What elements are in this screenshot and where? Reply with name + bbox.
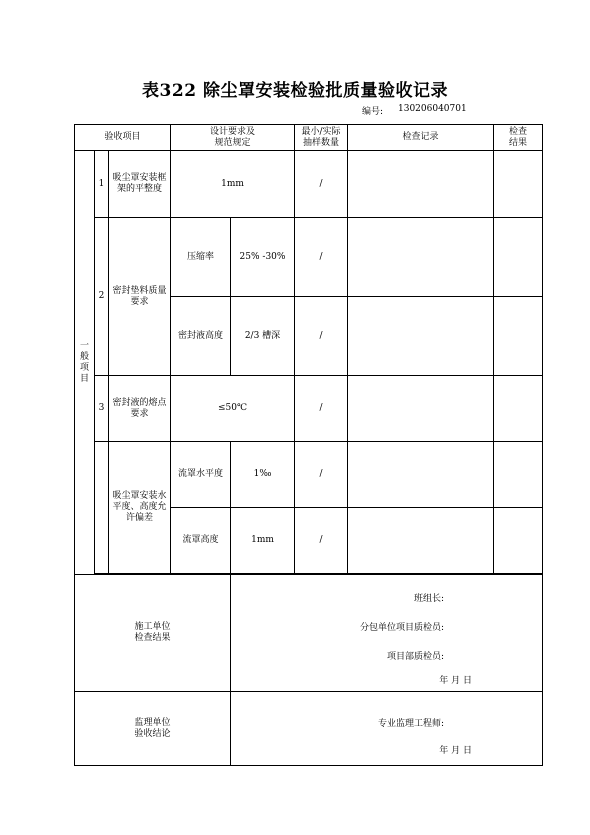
col-header-sample-qty: 最小/实际 抽样数量 xyxy=(295,125,348,151)
item-record-cell[interactable] xyxy=(348,218,494,297)
col-header-design-req: 设计要求及 规范规定 xyxy=(171,125,295,151)
sub-item-name: 流罩水平度 xyxy=(171,442,231,508)
table-row xyxy=(75,151,543,218)
item-result-cell[interactable] xyxy=(494,376,543,442)
item-requirement: 1mm xyxy=(171,151,295,218)
item-number: 3 xyxy=(95,376,109,442)
item-result-cell[interactable] xyxy=(494,297,543,376)
sub-item-requirement: 2/3 槽深 xyxy=(231,297,295,376)
item-name: 密封垫料质量 要求 xyxy=(109,218,171,376)
sub-item-requirement: 25% -30% xyxy=(231,218,295,297)
item-record-cell[interactable] xyxy=(348,442,494,508)
table-row xyxy=(75,376,543,442)
sub-item-requirement: 1‰ xyxy=(231,442,295,508)
col-header-result: 检查 结果 xyxy=(494,125,543,151)
sub-inspector-label: 分包单位项目质检员: xyxy=(359,623,445,633)
construction-date: 年 月 日 xyxy=(439,676,473,686)
supervising-engineer-label: 专业监理工程师: xyxy=(377,719,445,729)
item-number: 1 xyxy=(95,151,109,218)
item-name: 吸尘罩安装水 平度、高度允 许偏差 xyxy=(109,442,171,574)
sub-item-requirement: 1mm xyxy=(231,508,295,574)
col-header-item: 验收项目 xyxy=(75,125,171,151)
item-result-cell[interactable] xyxy=(494,442,543,508)
item-record-cell[interactable] xyxy=(348,297,494,376)
sub-item-name: 密封液高度 xyxy=(171,297,231,376)
item-name: 密封液的熔点 要求 xyxy=(109,376,171,442)
item-result-cell[interactable] xyxy=(494,508,543,574)
item-record-cell[interactable] xyxy=(348,151,494,218)
table-row xyxy=(75,442,543,508)
item-requirement: ≤50℃ xyxy=(171,376,295,442)
serial-label: 编号: xyxy=(362,107,384,117)
item-sample-qty: / xyxy=(295,218,348,297)
group-label-general: 一 般 项 目 xyxy=(75,151,95,575)
item-record-cell[interactable] xyxy=(348,376,494,442)
item-result-cell[interactable] xyxy=(494,218,543,297)
item-sample-qty: / xyxy=(295,376,348,442)
sub-item-name: 压缩率 xyxy=(171,218,231,297)
item-sample-qty: / xyxy=(295,442,348,508)
supervision-signature-area[interactable] xyxy=(231,692,543,766)
col-header-record: 检查记录 xyxy=(348,125,494,151)
supervision-date: 年 月 日 xyxy=(439,746,473,756)
inspection-table xyxy=(74,124,543,766)
construction-label: 施工单位 检查结果 xyxy=(75,575,231,692)
header-row xyxy=(75,125,543,151)
construction-row xyxy=(75,575,543,692)
item-sample-qty: / xyxy=(295,151,348,218)
item-result-cell[interactable] xyxy=(494,151,543,218)
item-number: 2 xyxy=(95,218,109,376)
item-number xyxy=(95,442,109,574)
item-sample-qty: / xyxy=(295,508,348,574)
dept-inspector-label: 项目部质检员: xyxy=(386,652,445,662)
sub-item-name: 流罩高度 xyxy=(171,508,231,574)
construction-signature-area[interactable] xyxy=(231,575,543,692)
form-title: 表322 除尘罩安装检验批质量验收记录 xyxy=(142,81,448,101)
supervision-label: 监理单位 验收结论 xyxy=(75,692,231,766)
item-sample-qty: / xyxy=(295,297,348,376)
team-leader-label: 班组长: xyxy=(413,594,445,604)
supervision-row xyxy=(75,692,543,766)
table-row xyxy=(75,218,543,297)
serial-number: 130206040701 xyxy=(398,104,467,114)
item-record-cell[interactable] xyxy=(348,508,494,574)
item-name: 吸尘罩安装框 架的平整度 xyxy=(109,151,171,218)
